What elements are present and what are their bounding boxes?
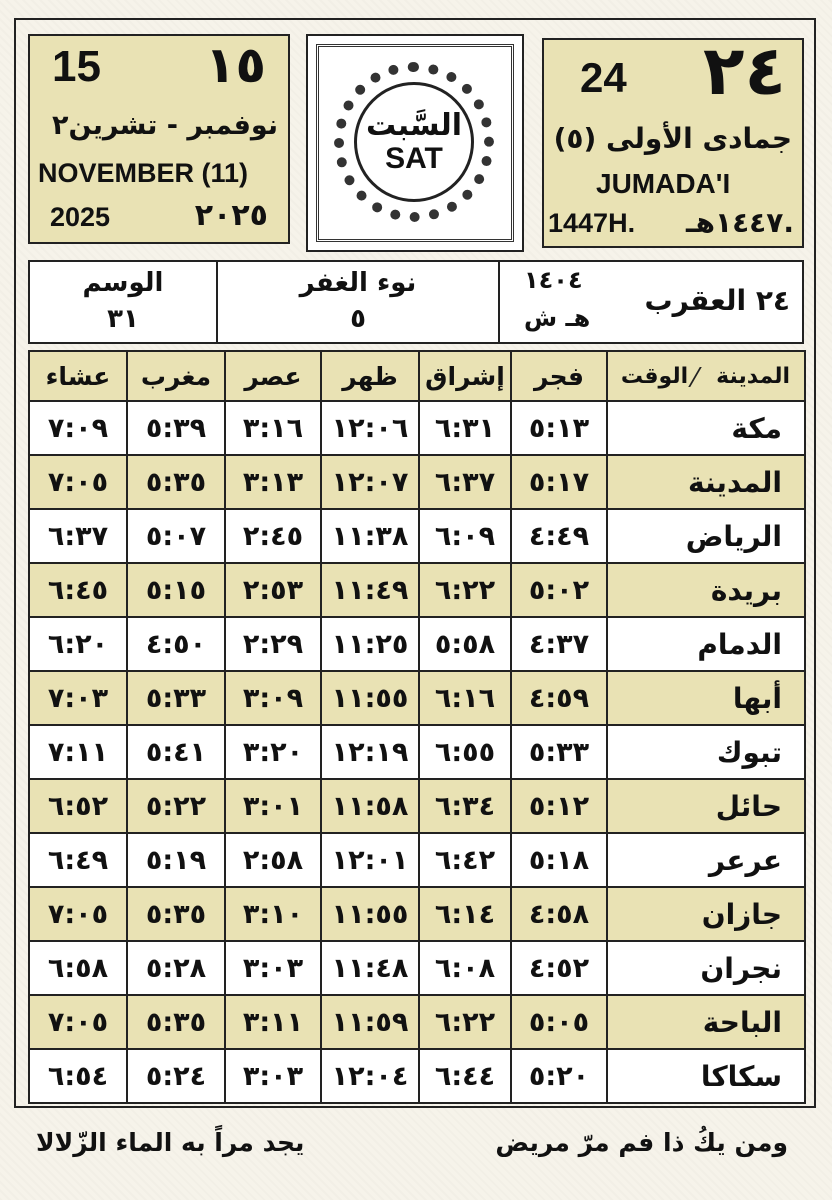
zodiac-sign: ٢٤ العقرب [644, 284, 790, 317]
prayer-time-cell: ٦:٤٤ [419, 1049, 511, 1103]
table-row [29, 671, 805, 725]
prayer-time-cell: ٢:٥٨ [225, 833, 321, 887]
prayer-time-cell: ٢:٥٣ [225, 563, 321, 617]
header-divider [688, 367, 716, 387]
hijri-day-ar: ٢٤ [702, 32, 786, 111]
prayer-time-cell: ١١:٥٨ [321, 779, 419, 833]
table-row [29, 1049, 805, 1103]
prayer-time-cell: ٥:٣٣ [511, 725, 607, 779]
prayer-time-cell: ٧:٠٣ [29, 671, 127, 725]
prayer-time-cell: ٦:٤٥ [29, 563, 127, 617]
prayer-time-cell: ٦:٥٤ [29, 1049, 127, 1103]
weekday-ar: السَّبت [365, 107, 463, 143]
prayer-time-cell: ٣:٠١ [225, 779, 321, 833]
prayer-time-cell: ٤:٥٨ [511, 887, 607, 941]
prayer-time-cell: ١٢:٠٦ [321, 401, 419, 455]
table-row [29, 833, 805, 887]
hijri-date-box [542, 32, 804, 248]
prayer-time-cell: ٥:٢٢ [127, 779, 225, 833]
prayer-time-cell: ٤:٤٩ [511, 509, 607, 563]
info-row [28, 260, 804, 344]
prayer-time-cell: ٣:٠٣ [225, 1049, 321, 1103]
hijri-month-en: JUMADA'I [596, 168, 731, 199]
city-name: سكاكا [607, 1049, 805, 1103]
prayer-time-cell: ٥:٢٤ [127, 1049, 225, 1103]
prayer-time-cell: ١١:٥٥ [321, 671, 419, 725]
gregorian-date-box [28, 34, 290, 244]
table-row [29, 455, 805, 509]
table-row [29, 779, 805, 833]
weekday-en: SAT [385, 141, 443, 175]
table-row [29, 617, 805, 671]
city-name: تبوك [607, 725, 805, 779]
prayer-time-cell: ٦:٥٢ [29, 779, 127, 833]
city-name: عرعر [607, 833, 805, 887]
prayer-time-cell: ٥:١٨ [511, 833, 607, 887]
poem-verse-left: يجد مراً به الماء الزّلالا [36, 1128, 305, 1157]
prayer-time-cell: ١٢:٠٤ [321, 1049, 419, 1103]
solar-year-suffix: هـ ش [524, 304, 591, 332]
prayer-time-cell: ٦:٥٥ [419, 725, 511, 779]
prayer-time-cell: ٤:٣٧ [511, 617, 607, 671]
seal-center [354, 82, 474, 202]
table-row [29, 995, 805, 1049]
table-row [29, 563, 805, 617]
prayer-time-cell: ١٢:٠١ [321, 833, 419, 887]
prayer-time-cell: ٥:٥٨ [419, 617, 511, 671]
prayer-time-cell: ٥:١٩ [127, 833, 225, 887]
prayer-time-cell: ٦:١٤ [419, 887, 511, 941]
zodiac-cell [498, 262, 802, 342]
naw-cell [216, 262, 498, 342]
prayer-time-cell: ٦:٤٩ [29, 833, 127, 887]
prayer-time-cell: ٥:٢٠ [511, 1049, 607, 1103]
col-header-isha: عشاء [29, 351, 127, 401]
gregorian-day-en: 15 [52, 42, 101, 91]
prayer-time-cell: ٣:٠٣ [225, 941, 321, 995]
hijri-month-ar: جمادى الأولى (٥) [553, 122, 792, 155]
prayer-time-cell: ٥:١٢ [511, 779, 607, 833]
col-header-ishraq: إشراق [419, 351, 511, 401]
prayer-times-table [28, 350, 806, 1104]
prayer-time-cell: ٧:٠٥ [29, 887, 127, 941]
col-header-fajr: فجر [511, 351, 607, 401]
prayer-time-cell: ٥:٣٩ [127, 401, 225, 455]
prayer-time-cell: ٦:٢٢ [419, 995, 511, 1049]
prayer-time-cell: ٦:٠٨ [419, 941, 511, 995]
prayer-time-cell: ٥:١٣ [511, 401, 607, 455]
city-name: الدمام [607, 617, 805, 671]
prayer-time-cell: ٥:٣٣ [127, 671, 225, 725]
city-name: نجران [607, 941, 805, 995]
gregorian-year-ar: ٢٠٢٥ [194, 198, 268, 233]
col-header-maghrib: مغرب [127, 351, 225, 401]
prayer-time-cell: ٣:٠٩ [225, 671, 321, 725]
city-header: المدينة [716, 363, 790, 389]
poem-verse-right: ومن يكُ ذا فم مرّ مريض [495, 1128, 788, 1157]
prayer-time-cell: ٤:٥٩ [511, 671, 607, 725]
city-time-header [607, 351, 805, 401]
prayer-time-cell: ٦:٣١ [419, 401, 511, 455]
prayer-time-cell: ٤:٥٠ [127, 617, 225, 671]
naw-day: ٥ [350, 304, 366, 334]
prayer-time-cell: ٦:٣٧ [419, 455, 511, 509]
naw-name: نوء الغفر [299, 268, 417, 298]
prayer-time-cell: ٦:١٦ [419, 671, 511, 725]
prayer-time-cell: ٧:١١ [29, 725, 127, 779]
col-header-asr: عصر [225, 351, 321, 401]
prayer-time-cell: ١١:٢٥ [321, 617, 419, 671]
prayer-time-cell: ١١:٣٨ [321, 509, 419, 563]
city-name: جازان [607, 887, 805, 941]
prayer-time-cell: ٥:٣٥ [127, 995, 225, 1049]
table-row [29, 509, 805, 563]
prayer-time-cell: ٦:٢٢ [419, 563, 511, 617]
col-header-dhuhr: ظهر [321, 351, 419, 401]
prayer-time-cell: ٧:٠٥ [29, 455, 127, 509]
prayer-time-cell: ٥:١٥ [127, 563, 225, 617]
table-header-row [29, 351, 805, 401]
prayer-time-cell: ٥:٤١ [127, 725, 225, 779]
city-name: بريدة [607, 563, 805, 617]
season-cell [30, 262, 216, 342]
prayer-time-cell: ٥:٠٧ [127, 509, 225, 563]
prayer-time-cell: ٦:٤٢ [419, 833, 511, 887]
table-row [29, 401, 805, 455]
prayer-time-cell: ٥:٠٥ [511, 995, 607, 1049]
gregorian-month-ar: نوفمبر - تشرين٢ [52, 110, 278, 141]
prayer-time-cell: ١١:٤٩ [321, 563, 419, 617]
prayer-time-cell: ٣:١٠ [225, 887, 321, 941]
city-name: الباحة [607, 995, 805, 1049]
prayer-time-cell: ١٢:١٩ [321, 725, 419, 779]
prayer-time-cell: ٥:٣٥ [127, 455, 225, 509]
prayer-time-cell: ١٢:٠٧ [321, 455, 419, 509]
city-name: المدينة [607, 455, 805, 509]
prayer-time-cell: ٣:١٣ [225, 455, 321, 509]
day-seal [306, 34, 524, 252]
prayer-time-cell: ٦:٣٤ [419, 779, 511, 833]
gregorian-month-en: NOVEMBER (11) [38, 158, 249, 188]
prayer-time-cell: ٦:٠٩ [419, 509, 511, 563]
prayer-time-cell: ٣:١٦ [225, 401, 321, 455]
prayer-time-cell: ١١:٥٩ [321, 995, 419, 1049]
table-row [29, 941, 805, 995]
prayer-time-cell: ٥:٣٥ [127, 887, 225, 941]
city-name: حائل [607, 779, 805, 833]
prayer-time-cell: ٣:١١ [225, 995, 321, 1049]
time-header: الوقت [620, 363, 689, 389]
city-name: الرياض [607, 509, 805, 563]
hijri-year-ar: ١٤٤٧هـ. [686, 206, 794, 239]
hijri-year-en: 1447H. [548, 208, 636, 238]
prayer-time-cell: ٢:٤٥ [225, 509, 321, 563]
city-name: مكة [607, 401, 805, 455]
prayer-time-cell: ٧:٠٥ [29, 995, 127, 1049]
prayer-time-cell: ٥:٠٢ [511, 563, 607, 617]
prayer-time-cell: ٥:٢٨ [127, 941, 225, 995]
prayer-time-cell: ٦:٥٨ [29, 941, 127, 995]
season-day: ٣١ [107, 304, 139, 334]
table-row [29, 887, 805, 941]
prayer-time-cell: ٣:٢٠ [225, 725, 321, 779]
hijri-day-en: 24 [580, 54, 627, 101]
prayer-time-cell: ٧:٠٩ [29, 401, 127, 455]
gregorian-day-ar: ١٥ [204, 36, 266, 94]
city-name: أبها [607, 671, 805, 725]
gregorian-year-en: 2025 [50, 202, 111, 232]
solar-year: ١٤٠٤ [524, 266, 583, 294]
prayer-time-cell: ٤:٥٢ [511, 941, 607, 995]
season-name: الوسم [82, 268, 164, 298]
prayer-time-cell: ٦:٢٠ [29, 617, 127, 671]
table-row [29, 725, 805, 779]
prayer-time-cell: ٦:٣٧ [29, 509, 127, 563]
prayer-time-cell: ٥:١٧ [511, 455, 607, 509]
prayer-time-cell: ١١:٤٨ [321, 941, 419, 995]
prayer-time-cell: ٢:٢٩ [225, 617, 321, 671]
prayer-time-cell: ١١:٥٥ [321, 887, 419, 941]
